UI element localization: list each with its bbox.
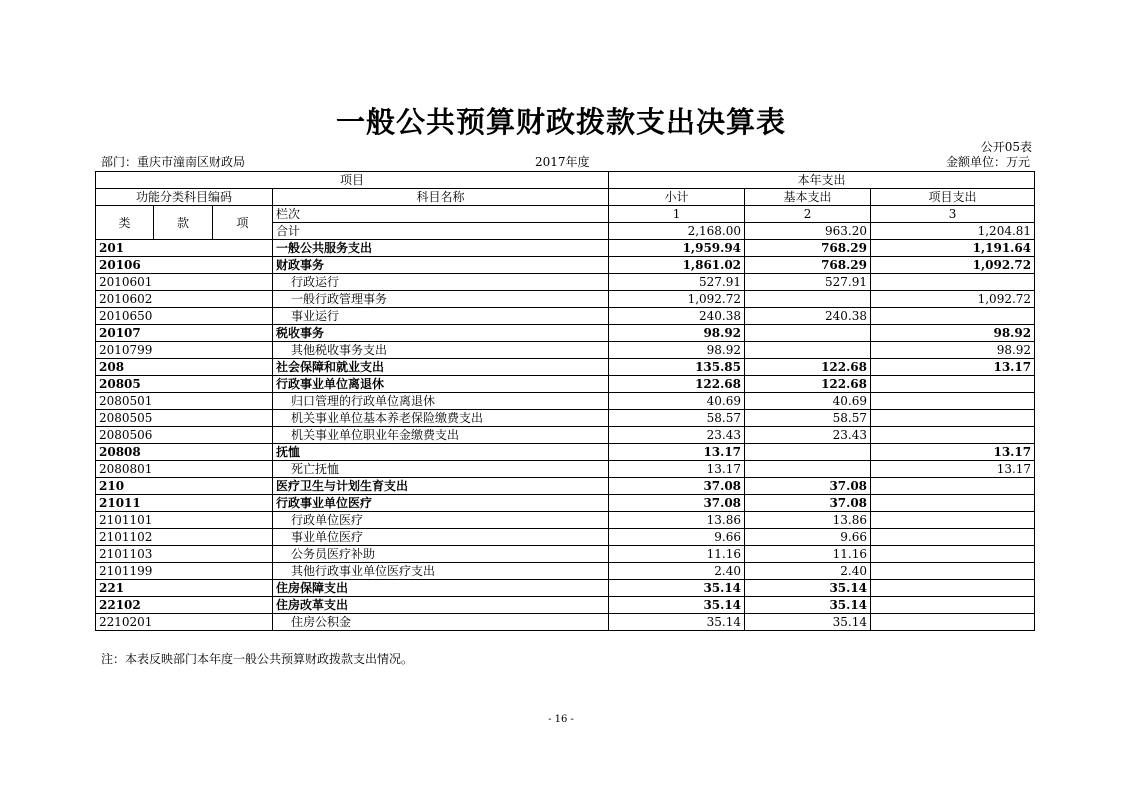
total-project: 1,204.81 <box>871 223 1035 240</box>
row-basic: 37.08 <box>745 495 871 512</box>
header-project: 项目支出 <box>871 189 1035 206</box>
header-item: 项目 <box>96 172 609 189</box>
header-row-2 <box>96 189 1035 206</box>
row-project <box>871 393 1035 410</box>
row-project <box>871 274 1035 291</box>
row-project: 13.17 <box>871 444 1035 461</box>
table-row <box>96 410 1035 427</box>
table-row <box>96 512 1035 529</box>
row-code: 20805 <box>96 376 273 393</box>
total-label: 合计 <box>273 223 609 240</box>
row-basic: 11.16 <box>745 546 871 563</box>
page-number: - 16 - <box>548 714 574 725</box>
row-basic <box>745 325 871 342</box>
page-title: 一般公共预算财政拨款支出决算表 <box>335 105 786 139</box>
row-code: 2010799 <box>96 342 273 359</box>
header-basic: 基本支出 <box>745 189 871 206</box>
row-basic: 23.43 <box>745 427 871 444</box>
header-row-1 <box>96 172 1035 189</box>
total-basic: 963.20 <box>745 223 871 240</box>
table-row <box>96 478 1035 495</box>
row-basic: 768.29 <box>745 257 871 274</box>
table-row <box>96 240 1035 257</box>
row-code: 20107 <box>96 325 273 342</box>
table-row <box>96 376 1035 393</box>
row-subtotal: 23.43 <box>609 427 745 444</box>
table-row <box>96 597 1035 614</box>
row-project: 1,092.72 <box>871 291 1035 308</box>
table-row <box>96 444 1035 461</box>
row-project <box>871 580 1035 597</box>
row-subject-name: 公务员医疗补助 <box>273 546 609 563</box>
table-row <box>96 291 1035 308</box>
row-code: 2101102 <box>96 529 273 546</box>
header-col1: 1 <box>609 206 745 223</box>
row-project <box>871 308 1035 325</box>
row-subject-name: 一般公共服务支出 <box>273 240 609 257</box>
row-subject-name: 住房公积金 <box>273 614 609 631</box>
row-subject-name: 财政事务 <box>273 257 609 274</box>
row-subtotal: 13.86 <box>609 512 745 529</box>
row-project: 1,092.72 <box>871 257 1035 274</box>
row-subject-name: 机关事业单位职业年金缴费支出 <box>273 427 609 444</box>
row-basic: 35.14 <box>745 614 871 631</box>
row-code: 2080506 <box>96 427 273 444</box>
row-basic: 40.69 <box>745 393 871 410</box>
form-number: 公开05表 <box>980 140 1032 154</box>
table-row <box>96 274 1035 291</box>
row-basic <box>745 444 871 461</box>
row-project <box>871 529 1035 546</box>
row-code: 2010650 <box>96 308 273 325</box>
row-subject-name: 归口管理的行政单位离退休 <box>273 393 609 410</box>
table-row <box>96 546 1035 563</box>
table-row <box>96 359 1035 376</box>
table-row <box>96 308 1035 325</box>
row-code: 2101101 <box>96 512 273 529</box>
row-basic: 58.57 <box>745 410 871 427</box>
meta-line <box>95 153 1034 169</box>
row-subject-name: 死亡抚恤 <box>273 461 609 478</box>
row-subtotal: 58.57 <box>609 410 745 427</box>
table-row <box>96 257 1035 274</box>
row-subtotal: 2.40 <box>609 563 745 580</box>
row-subject-name: 其他税收事务支出 <box>273 342 609 359</box>
row-code: 2210201 <box>96 614 273 631</box>
row-subject-name: 一般行政管理事务 <box>273 291 609 308</box>
department-label: 部门：重庆市潼南区财政局 <box>101 155 246 169</box>
row-project: 1,191.64 <box>871 240 1035 257</box>
row-subtotal: 35.14 <box>609 580 745 597</box>
header-func-code: 功能分类科目编码 <box>96 189 273 206</box>
row-basic: 768.29 <box>745 240 871 257</box>
row-subject-name: 事业运行 <box>273 308 609 325</box>
row-subtotal: 40.69 <box>609 393 745 410</box>
row-code: 210 <box>96 478 273 495</box>
table-row <box>96 427 1035 444</box>
row-subtotal: 98.92 <box>609 325 745 342</box>
header-subtotal: 小计 <box>609 189 745 206</box>
row-project <box>871 614 1035 631</box>
row-subject-name: 其他行政事业单位医疗支出 <box>273 563 609 580</box>
year-label: 2017年度 <box>535 155 590 169</box>
header-xiang: 项 <box>213 206 273 240</box>
row-code: 22102 <box>96 597 273 614</box>
row-subtotal: 37.08 <box>609 495 745 512</box>
row-project <box>871 546 1035 563</box>
row-basic: 35.14 <box>745 597 871 614</box>
row-project <box>871 597 1035 614</box>
row-subject-name: 抚恤 <box>273 444 609 461</box>
table-row <box>96 393 1035 410</box>
unit-label: 金额单位：万元 <box>945 155 1030 169</box>
row-subject-name: 事业单位医疗 <box>273 529 609 546</box>
row-code: 2010602 <box>96 291 273 308</box>
row-subject-name: 行政事业单位医疗 <box>273 495 609 512</box>
row-subject-name: 社会保障和就业支出 <box>273 359 609 376</box>
row-basic: 122.68 <box>745 376 871 393</box>
table-row <box>96 342 1035 359</box>
row-code: 2101199 <box>96 563 273 580</box>
row-basic: 13.86 <box>745 512 871 529</box>
row-subtotal: 9.66 <box>609 529 745 546</box>
header-row-3 <box>96 206 1035 223</box>
row-subtotal: 122.68 <box>609 376 745 393</box>
row-subtotal: 35.14 <box>609 597 745 614</box>
row-subtotal: 240.38 <box>609 308 745 325</box>
row-code: 2080501 <box>96 393 273 410</box>
row-code: 21011 <box>96 495 273 512</box>
footnote: 注：本表反映部门本年度一般公共预算财政拨款支出情况。 <box>101 652 414 666</box>
row-subject-name: 行政运行 <box>273 274 609 291</box>
row-project: 13.17 <box>871 461 1035 478</box>
row-subtotal: 13.17 <box>609 461 745 478</box>
table-row <box>96 529 1035 546</box>
row-subtotal: 527.91 <box>609 274 745 291</box>
row-subtotal: 13.17 <box>609 444 745 461</box>
total-subtotal: 2,168.00 <box>609 223 745 240</box>
row-subject-name: 医疗卫生与计划生育支出 <box>273 478 609 495</box>
row-code: 20808 <box>96 444 273 461</box>
row-subtotal: 37.08 <box>609 478 745 495</box>
row-code: 2101103 <box>96 546 273 563</box>
row-code: 221 <box>96 580 273 597</box>
row-project <box>871 495 1035 512</box>
row-subtotal: 35.14 <box>609 614 745 631</box>
row-basic: 122.68 <box>745 359 871 376</box>
table-row <box>96 614 1035 631</box>
row-basic: 35.14 <box>745 580 871 597</box>
header-kuan: 款 <box>154 206 213 240</box>
table-body <box>96 240 1035 631</box>
row-basic: 240.38 <box>745 308 871 325</box>
row-project <box>871 410 1035 427</box>
header-current-year: 本年支出 <box>609 172 1035 189</box>
row-subtotal: 98.92 <box>609 342 745 359</box>
table-row <box>96 563 1035 580</box>
header-subject-name: 科目名称 <box>273 189 609 206</box>
row-basic: 37.08 <box>745 478 871 495</box>
row-subtotal: 1,861.02 <box>609 257 745 274</box>
row-code: 201 <box>96 240 273 257</box>
table-row <box>96 461 1035 478</box>
row-basic <box>745 291 871 308</box>
row-project: 98.92 <box>871 342 1035 359</box>
header-column-no: 栏次 <box>273 206 609 223</box>
row-code: 2080801 <box>96 461 273 478</box>
table-row <box>96 580 1035 597</box>
row-code: 20106 <box>96 257 273 274</box>
header-col3: 3 <box>871 206 1035 223</box>
row-project: 13.17 <box>871 359 1035 376</box>
row-subject-name: 机关事业单位基本养老保险缴费支出 <box>273 410 609 427</box>
header-lei: 类 <box>96 206 154 240</box>
row-code: 2010601 <box>96 274 273 291</box>
row-subject-name: 行政单位医疗 <box>273 512 609 529</box>
row-basic <box>745 461 871 478</box>
row-basic: 9.66 <box>745 529 871 546</box>
row-subtotal: 11.16 <box>609 546 745 563</box>
row-basic <box>745 342 871 359</box>
row-project <box>871 427 1035 444</box>
row-subject-name: 行政事业单位离退休 <box>273 376 609 393</box>
row-project <box>871 478 1035 495</box>
row-subject-name: 税收事务 <box>273 325 609 342</box>
expenditure-table <box>95 171 1035 631</box>
row-project <box>871 376 1035 393</box>
row-project <box>871 512 1035 529</box>
row-code: 2080505 <box>96 410 273 427</box>
header-col2: 2 <box>745 206 871 223</box>
row-subtotal: 135.85 <box>609 359 745 376</box>
table-row <box>96 325 1035 342</box>
row-project <box>871 563 1035 580</box>
row-code: 208 <box>96 359 273 376</box>
row-basic: 2.40 <box>745 563 871 580</box>
row-subject-name: 住房改革支出 <box>273 597 609 614</box>
row-project: 98.92 <box>871 325 1035 342</box>
row-subject-name: 住房保障支出 <box>273 580 609 597</box>
row-subtotal: 1,959.94 <box>609 240 745 257</box>
row-subtotal: 1,092.72 <box>609 291 745 308</box>
table-row <box>96 495 1035 512</box>
row-basic: 527.91 <box>745 274 871 291</box>
